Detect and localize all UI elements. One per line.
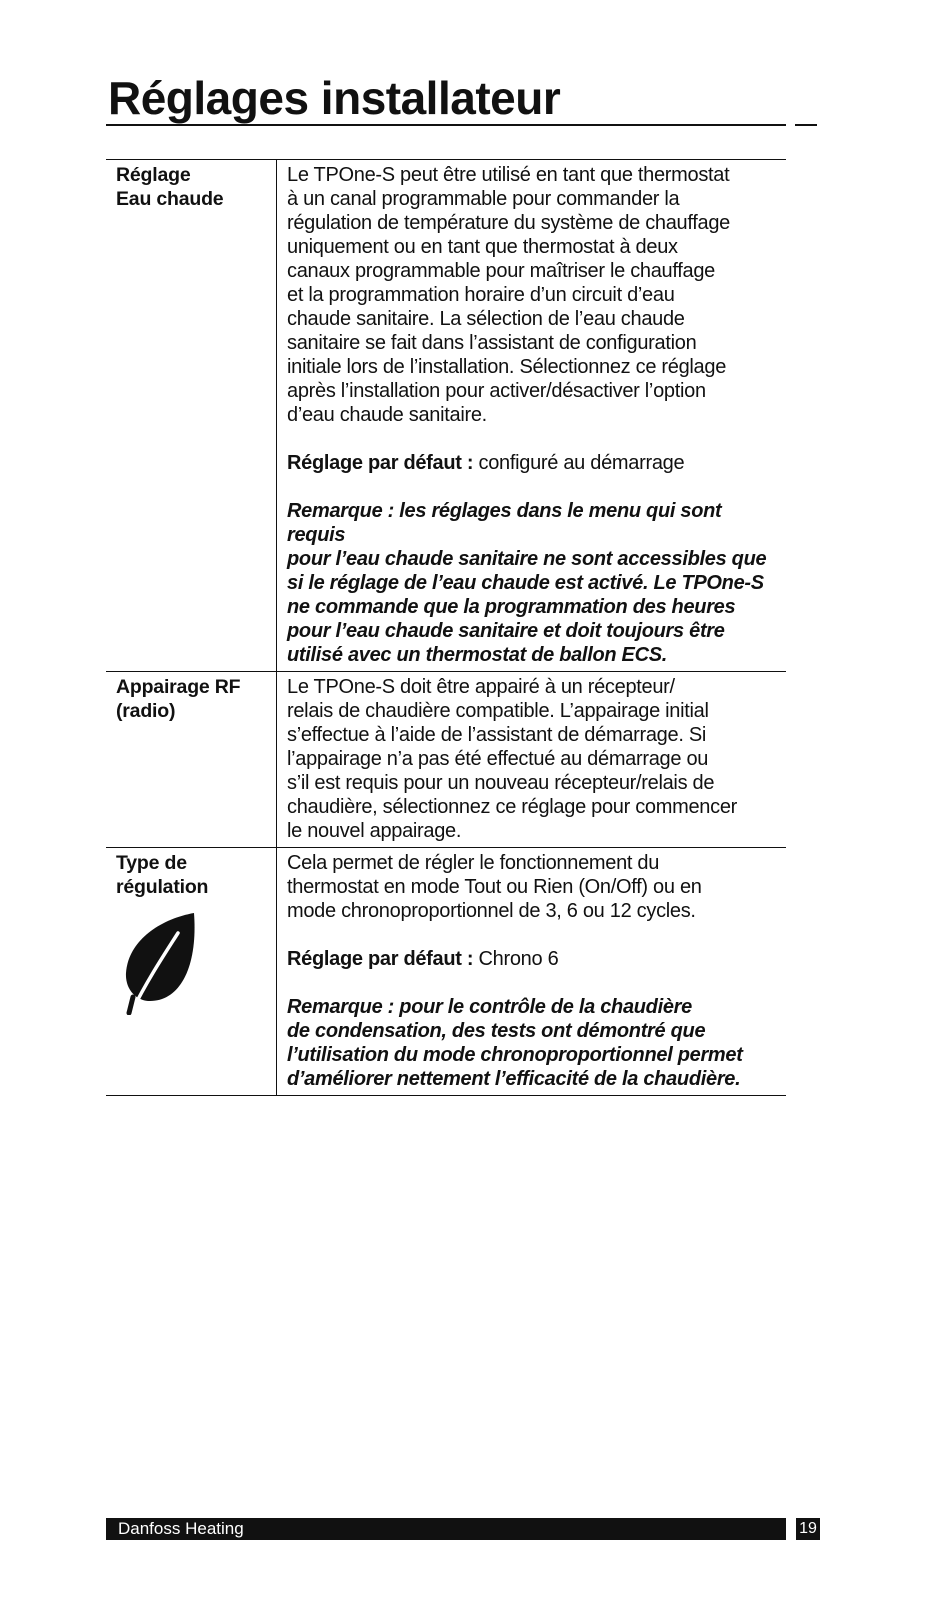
title-tick-mark [795,124,817,126]
text-line: Le TPOne-S peut être utilisé en tant que thermostat [287,164,730,186]
title-underline [106,124,786,126]
row-label-line: Type de [116,852,187,874]
text-line: chaudière, sélectionnez ce réglage pour commencer [287,796,738,818]
row-body-appairage-rf [277,672,787,848]
row-body-eau-chaude [277,160,787,672]
text-line: s’effectue à l’aide de l’assistant de démarrage. Si [287,724,707,746]
text-line: uniquement ou en tant que thermostat à deux [287,236,678,258]
leaf-icon [120,911,202,1015]
text-line: d’eau chaude sanitaire. [287,404,487,426]
text-line: thermostat en mode Tout ou Rien (On/Off) ou en [287,876,702,898]
text-line: relais de chaudière compatible. L’appairage initial [287,700,709,722]
note-line: l’utilisation du mode chronoproportionnel permet [287,1044,743,1066]
text-line: régulation de température du système de chauffage [287,212,731,234]
description-paragraph [287,675,784,843]
text-line: l’appairage n’a pas été effectué au démarrage ou [287,748,709,770]
text-line: initiale lors de l’installation. Sélectionnez ce réglage [287,356,727,378]
note-paragraph [287,499,784,667]
text-line: Le TPOne-S doit être appairé à un récepteur/ [287,676,675,698]
row-label-appairage-rf [106,672,277,848]
row-label-type-regulation [106,848,277,1096]
note-line: si le réglage de l’eau chaude est activé. Le TPOne-S [287,572,764,594]
text-line: canaux programmable pour maîtriser le chauffage [287,260,715,282]
page-number: 19 [796,1518,820,1540]
text-line: s’il est requis pour un nouveau récepteur/relais de [287,772,715,794]
note-line: pour l’eau chaude sanitaire ne sont accessibles que [287,548,767,570]
note-paragraph [287,995,784,1091]
row-label-eau-chaude [106,160,277,672]
note-line: pour l’eau chaude sanitaire et doit toujours être [287,620,725,642]
row-label-line: Eau chaude [116,188,224,210]
row-label-line: Appairage RF [116,676,241,698]
text-line: le nouvel appairage. [287,820,462,842]
description-paragraph [287,163,784,427]
text-line: à un canal programmable pour commander la [287,188,680,210]
row-label-line: Réglage [116,164,191,186]
note-line: utilisé avec un thermostat de ballon ECS. [287,644,668,666]
text-line: et la programmation horaire d’un circuit d’eau [287,284,675,306]
text-line: chaude sanitaire. La sélection de l’eau chaude [287,308,685,330]
row-label-line: (radio) [116,700,176,722]
table-row-type-regulation [106,848,786,1096]
note-line: ne commande que la programmation des heures [287,596,736,618]
note-line: de condensation, des tests ont démontré que [287,1020,706,1042]
note-line: d’améliorer nettement l’efficacité de la chaudière. [287,1068,741,1090]
table-row-appairage-rf [106,672,786,848]
page-title: Réglages installateur [108,72,561,124]
row-body-type-regulation [277,848,787,1096]
text-line: sanitaire se fait dans l’assistant de configuration [287,332,697,354]
default-value: Chrono 6 [478,948,559,970]
settings-table [106,159,786,1096]
table-row-eau-chaude [106,160,786,672]
default-label: Réglage par défaut : [287,452,474,474]
default-setting [287,947,784,971]
row-label-line: régulation [116,876,209,898]
default-value: configuré au démarrage [478,452,685,474]
note-line: Remarque : les réglages dans le menu qui sont requis [287,500,722,546]
default-setting [287,451,784,475]
note-line: Remarque : pour le contrôle de la chaudière [287,996,692,1018]
default-label: Réglage par défaut : [287,948,474,970]
footer-bar [106,1518,786,1540]
footer-brand: Danfoss Heating [118,1519,244,1538]
description-paragraph [287,851,784,923]
text-line: Cela permet de régler le fonctionnement du [287,852,660,874]
text-line: après l’installation pour activer/désactiver l’option [287,380,706,402]
text-line: mode chronoproportionnel de 3, 6 ou 12 cycles. [287,900,696,922]
